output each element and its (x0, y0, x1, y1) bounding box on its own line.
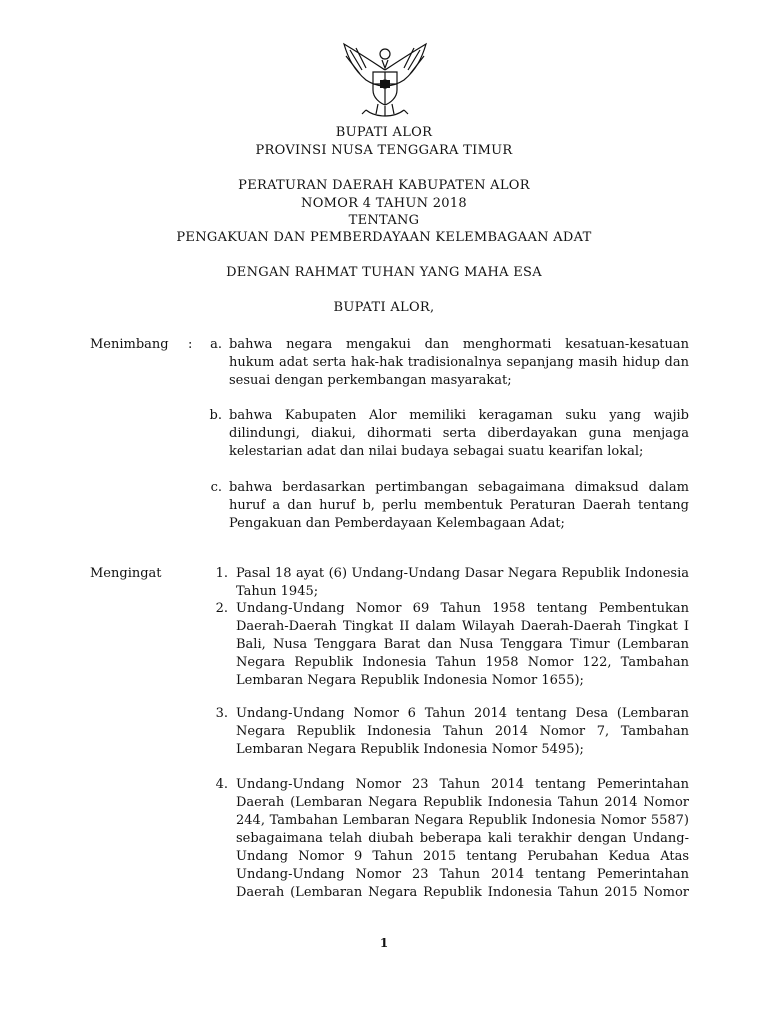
mengingat-marker-4: 4. (215, 777, 228, 792)
menimbang-marker-b: b. (209, 408, 222, 423)
mengingat-item-4: Undang-Undang Nomor 23 Tahun 2014 tentang Pemerintahan Daerah (Lembaran Negara Republik Indonesia Tahun 2014 Nomor 244, Tambahan Lembaran Negara Republik Indonesia Nomor 5587) sebagaimana telah diubah beberapa kali terakhir dengan Undang-Undang Nomor 9 Tahun 2015 tentang Perubahan Kedua Atas Undang-Undang Nomor 23 Tahun 2014 tentang Pemerintahan Daerah (Lembaran Negara Republik Indonesia Tahun 2015 Nomor (236, 777, 689, 900)
mengingat-label: Mengingat (90, 566, 162, 581)
regulation-number: NOMOR 4 TAHUN 2018 (301, 196, 467, 211)
regent-line: BUPATI ALOR, (333, 300, 435, 315)
mengingat-marker-1: 1. (215, 566, 228, 581)
menimbang-marker-a: a. (210, 337, 222, 352)
mengingat-item-1: Pasal 18 ayat (6) Undang-Undang Dasar Negara Republik Indonesia Tahun 1945; (236, 566, 689, 599)
mengingat-item-3: Undang-Undang Nomor 6 Tahun 2014 tentang Desa (Lembaran Negara Republik Indonesia Tahun 2014 Nomor 7, Tambahan Lembaran Negara Republik Indonesia Nomor 5495); (236, 706, 689, 757)
grace-line: DENGAN RAHMAT TUHAN YANG MAHA ESA (226, 265, 542, 280)
issuer-title: BUPATI ALOR (335, 125, 433, 140)
province-title: PROVINSI NUSA TENGGARA TIMUR (255, 143, 513, 158)
menimbang-item-c: bahwa berdasarkan pertimbangan sebagaimana dimaksud dalam huruf a dan huruf b, perlu membentuk Peraturan Daerah tentang Pengakuan dan Pemberdayaan Kelembagaan Adat; (229, 480, 689, 531)
menimbang-marker-c: c. (210, 480, 222, 495)
menimbang-item-b: bahwa Kabupaten Alor memiliki keragaman suku yang wajib dilindungi, diakui, dihormati serta diberdayakan guna menjaga kelestarian adat dan nilai budaya sebagai suatu kearifan lokal; (229, 408, 689, 459)
menimbang-label: Menimbang (90, 337, 169, 352)
garuda-emblem-icon (340, 40, 430, 122)
regulation-subject: PENGAKUAN DAN PEMBERDAYAAN KELEMBAGAAN ADAT (176, 230, 592, 245)
menimbang-colon: : (188, 337, 193, 352)
menimbang-item-a: bahwa negara mengakui dan menghormati kesatuan-kesatuan hukum adat serta hak-hak tradisionalnya sepanjang masih hidup dan sesuai dengan perkembangan masyarakat; (229, 337, 689, 388)
mengingat-item-2: Undang-Undang Nomor 69 Tahun 1958 tentang Pembentukan Daerah-Daerah Tingkat II dalam Wilayah Daerah-Daerah Tingkat I Bali, Nusa Tenggara Barat dan Nusa Tenggara Timur (Lembaran Negara Republik Indonesia Tahun 1958 Nomor 122, Tambahan Lembaran Negara Republik Indonesia Nomor 1655); (236, 601, 689, 688)
regulation-title: PERATURAN DAERAH KABUPATEN ALOR (238, 178, 530, 193)
mengingat-marker-3: 3. (215, 706, 228, 721)
about-label: TENTANG (348, 213, 420, 228)
mengingat-marker-2: 2. (215, 601, 228, 616)
page-number: 1 (379, 936, 389, 950)
